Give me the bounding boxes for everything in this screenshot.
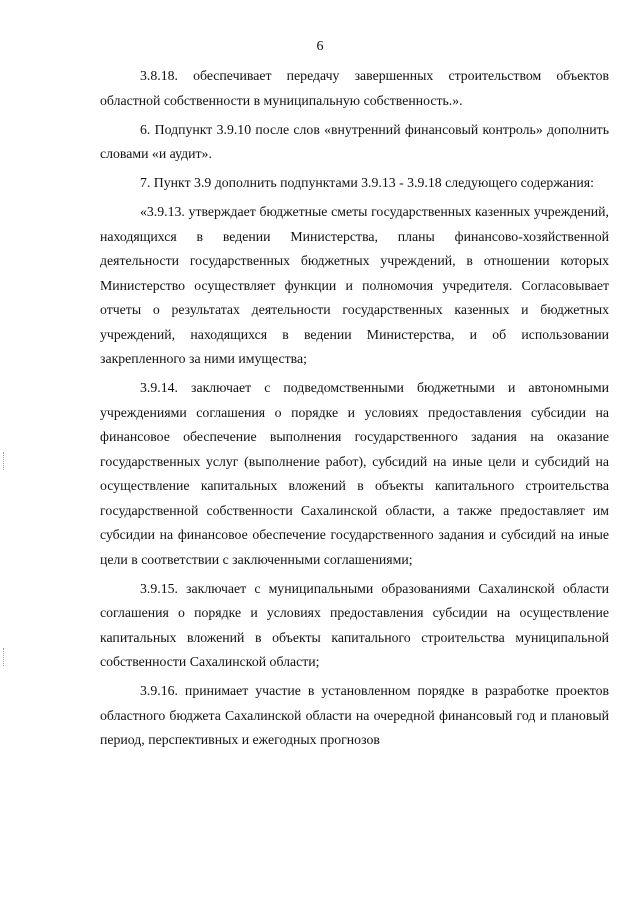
paragraph-3-9-14: 3.9.14. заключает с подведомственными бюджетными и автономными учреждениями соглашения о порядке и условиях предоставления субсидии на финансовое обеспечение выполнения государственного задания на оказание государственных услуг (выполнение работ), субсидий на иные цели и субсидий на осуществление капитальных вложений в объекты капитального строительства государственной собственности Сахалинской области, а также предоставляет им субсидии на финансовое обеспечение государственного задания и субсидий на иные цели в соответствии с заключенными соглашениями; [100,380,609,567]
paragraph-3-8-18: 3.8.18. обеспечивает передачу завершенных строительством объектов областной собственности в муниципальную собственность.». [100,68,609,108]
document-body [100,64,609,757]
paragraph-3-9-13: «3.9.13. утверждает бюджетные сметы государственных казенных учреждений, находящихся в ведении Министерства, планы финансово-хозяйственной деятельности государственных бюджетных учреждений, в отношении которых Министерство осуществляет функции и полномочия учредителя. Согласовывает отчеты о результатах деятельности государственных казенных и бюджетных учреждений, находящихся в ведении Министерства, и об использовании закрепленного за ними имущества; [100,204,609,366]
paragraph-item-7: 7. Пункт 3.9 дополнить подпунктами 3.9.13 - 3.9.18 следующего содержания: [140,175,594,190]
paragraph-item-6: 6. Подпункт 3.9.10 после слов «внутренний финансовый контроль» дополнить словами «и аудит». [100,121,609,161]
page-number: 6 [316,39,324,54]
paragraph-3-9-16: 3.9.16. принимает участие в установленном порядке в разработке проектов областного бюджета Сахалинской области на очередной финансовый год и плановый период, перспективных и ежегодных прогнозов [100,683,609,747]
paragraph-3-9-15: 3.9.15. заключает с муниципальными образованиями Сахалинской области соглашения о порядке и условиях предоставления субсидии на осуществление капитальных вложений в объекты капитального строительства муниципальной собственности Сахалинской области; [100,580,609,669]
scan-edge-mark [3,648,5,666]
scan-edge-mark [3,452,5,470]
